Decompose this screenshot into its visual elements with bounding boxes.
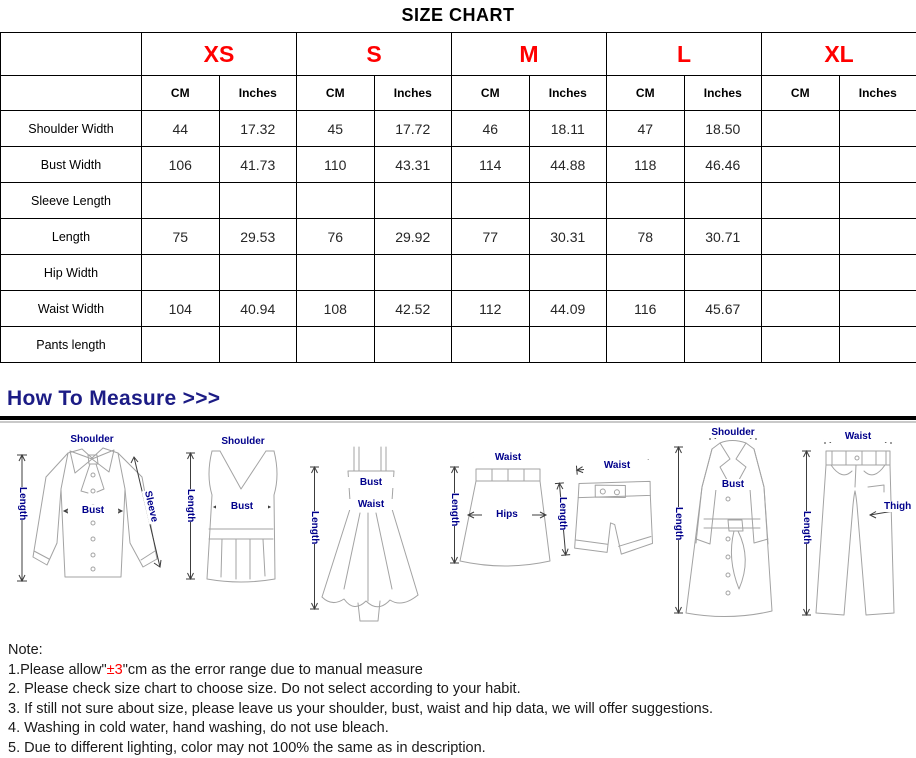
corner-cell: [1, 33, 142, 76]
blouse-length-label: Length: [16, 487, 29, 520]
unit-cell: CM: [297, 76, 375, 111]
value-cell: [142, 255, 220, 291]
value-cell: [607, 183, 685, 219]
value-cell: [452, 183, 530, 219]
value-cell: [374, 255, 452, 291]
value-cell: 18.50: [684, 111, 762, 147]
unit-cell: Inches: [684, 76, 762, 111]
value-cell: [839, 219, 916, 255]
pants-length-label: Length: [800, 511, 813, 544]
coat-shoulder-label: Shoulder: [692, 427, 774, 438]
table-row: [1, 219, 916, 255]
value-cell: 45.67: [684, 291, 762, 327]
value-cell: 75: [142, 219, 220, 255]
value-cell: [839, 183, 916, 219]
dress-length-label: Length: [308, 511, 321, 544]
notes-section: [8, 641, 916, 758]
unit-cell: CM: [142, 76, 220, 111]
measure-figures: [0, 423, 916, 631]
dress-waist-label: Waist: [346, 499, 396, 510]
note-line-3: 3. If still not sure about size, please leave us your shoulder, bust, waist and hip data, we will offer suggestions.: [8, 700, 916, 720]
coat-length-label: Length: [672, 507, 685, 540]
table-row: [1, 255, 916, 291]
pants-sketch: [798, 431, 916, 627]
size-header-row: [1, 33, 916, 76]
unit-cell: Inches: [374, 76, 452, 111]
value-cell: 30.71: [684, 219, 762, 255]
value-cell: [684, 327, 762, 363]
unit-cell: CM: [607, 76, 685, 111]
shorts-waist-label: Waist: [584, 460, 650, 471]
note-line-4: 4. Washing in cold water, hand washing, do not use bleach.: [8, 719, 916, 739]
value-cell: 40.94: [219, 291, 297, 327]
value-cell: [529, 255, 607, 291]
value-cell: 44.88: [529, 147, 607, 183]
value-cell: [607, 327, 685, 363]
note-line-2: 2. Please check size chart to choose size. Do not select according to your habit.: [8, 680, 916, 700]
unit-cell: Inches: [839, 76, 916, 111]
value-cell: 44: [142, 111, 220, 147]
value-cell: 30.31: [529, 219, 607, 255]
value-cell: [142, 327, 220, 363]
value-cell: 46.46: [684, 147, 762, 183]
value-cell: [762, 327, 840, 363]
tank-shoulder-label: Shoulder: [203, 436, 283, 447]
shorts-length-label: Length: [556, 497, 569, 530]
row-label: Waist Width: [1, 291, 142, 327]
unit-cell: Inches: [219, 76, 297, 111]
table-row: [1, 291, 916, 327]
figure-coat: [664, 427, 792, 623]
pants-waist-label: Waist: [824, 431, 892, 442]
unit-cell: CM: [452, 76, 530, 111]
value-cell: [839, 291, 916, 327]
value-cell: 42.52: [374, 291, 452, 327]
error-range-value: ±3: [107, 662, 123, 678]
pants-thigh-label: Thigh: [883, 501, 912, 512]
value-cell: [684, 255, 762, 291]
value-cell: 29.92: [374, 219, 452, 255]
value-cell: 110: [297, 147, 375, 183]
figure-blouse: [8, 431, 176, 593]
value-cell: 17.32: [219, 111, 297, 147]
blouse-shoulder-label: Shoulder: [50, 434, 134, 445]
value-cell: [219, 327, 297, 363]
value-cell: 116: [607, 291, 685, 327]
row-label: Shoulder Width: [1, 111, 142, 147]
value-cell: 46: [452, 111, 530, 147]
value-cell: [762, 291, 840, 327]
value-cell: [762, 147, 840, 183]
unit-cell: Inches: [529, 76, 607, 111]
value-cell: [529, 327, 607, 363]
section-divider: [0, 416, 916, 420]
value-cell: [839, 111, 916, 147]
value-cell: [762, 111, 840, 147]
notes-heading: Note:: [8, 641, 916, 661]
value-cell: 45: [297, 111, 375, 147]
table-row: [1, 183, 916, 219]
value-cell: 104: [142, 291, 220, 327]
dress-sketch: [302, 439, 439, 627]
row-label: Bust Width: [1, 147, 142, 183]
corner-cell-2: [1, 76, 142, 111]
tank-length-label: Length: [184, 489, 197, 522]
value-cell: [142, 183, 220, 219]
value-cell: [762, 183, 840, 219]
value-cell: [297, 255, 375, 291]
value-cell: 43.31: [374, 147, 452, 183]
value-cell: [684, 183, 762, 219]
value-cell: [839, 255, 916, 291]
how-to-measure-heading: How To Measure >>>: [7, 387, 916, 411]
value-cell: [219, 255, 297, 291]
size-header-m: M: [452, 33, 607, 76]
skirt-length-label: Length: [448, 493, 461, 526]
size-header-xs: XS: [142, 33, 297, 76]
value-cell: [839, 327, 916, 363]
value-cell: 17.72: [374, 111, 452, 147]
value-cell: [452, 255, 530, 291]
row-label: Hip Width: [1, 255, 142, 291]
value-cell: 29.53: [219, 219, 297, 255]
value-cell: [374, 183, 452, 219]
row-label: Length: [1, 219, 142, 255]
figure-tank-top: [178, 433, 300, 591]
unit-cell: CM: [762, 76, 840, 111]
value-cell: 47: [607, 111, 685, 147]
value-cell: [219, 183, 297, 219]
value-cell: 41.73: [219, 147, 297, 183]
value-cell: 44.09: [529, 291, 607, 327]
unit-header-row: [1, 76, 916, 111]
value-cell: 112: [452, 291, 530, 327]
value-cell: [762, 255, 840, 291]
coat-bust-label: Bust: [708, 479, 758, 490]
figure-dress: [302, 439, 439, 627]
size-table: [0, 32, 916, 363]
row-label: Pants length: [1, 327, 142, 363]
value-cell: 77: [452, 219, 530, 255]
size-header-l: L: [607, 33, 762, 76]
skirt-waist-label: Waist: [474, 452, 542, 463]
value-cell: [607, 255, 685, 291]
page-title: SIZE CHART: [0, 0, 916, 32]
value-cell: 108: [297, 291, 375, 327]
value-cell: [374, 327, 452, 363]
table-row: [1, 327, 916, 363]
note-line-5: 5. Due to different lighting, color may not 100% the same as in description.: [8, 739, 916, 758]
value-cell: 18.11: [529, 111, 607, 147]
tank-bust-label: Bust: [216, 501, 268, 512]
size-header-s: S: [297, 33, 452, 76]
value-cell: 78: [607, 219, 685, 255]
table-row: [1, 147, 916, 183]
note-line-1: 1.Please allow"±3"cm as the error range due to manual measure: [8, 661, 916, 681]
skirt-hips-label: Hips: [482, 509, 532, 520]
value-cell: [297, 327, 375, 363]
dress-bust-label: Bust: [347, 477, 395, 488]
value-cell: [839, 147, 916, 183]
value-cell: [452, 327, 530, 363]
blouse-sleeve-label: Sleeve: [142, 489, 160, 524]
value-cell: [762, 219, 840, 255]
figure-shorts: [552, 459, 667, 574]
value-cell: [529, 183, 607, 219]
size-header-xl: XL: [762, 33, 916, 76]
figure-pants: [798, 431, 916, 627]
value-cell: [297, 183, 375, 219]
blouse-bust-label: Bust: [68, 505, 118, 516]
row-label: Sleeve Length: [1, 183, 142, 219]
value-cell: 114: [452, 147, 530, 183]
value-cell: 118: [607, 147, 685, 183]
value-cell: 106: [142, 147, 220, 183]
table-row: [1, 111, 916, 147]
value-cell: 76: [297, 219, 375, 255]
